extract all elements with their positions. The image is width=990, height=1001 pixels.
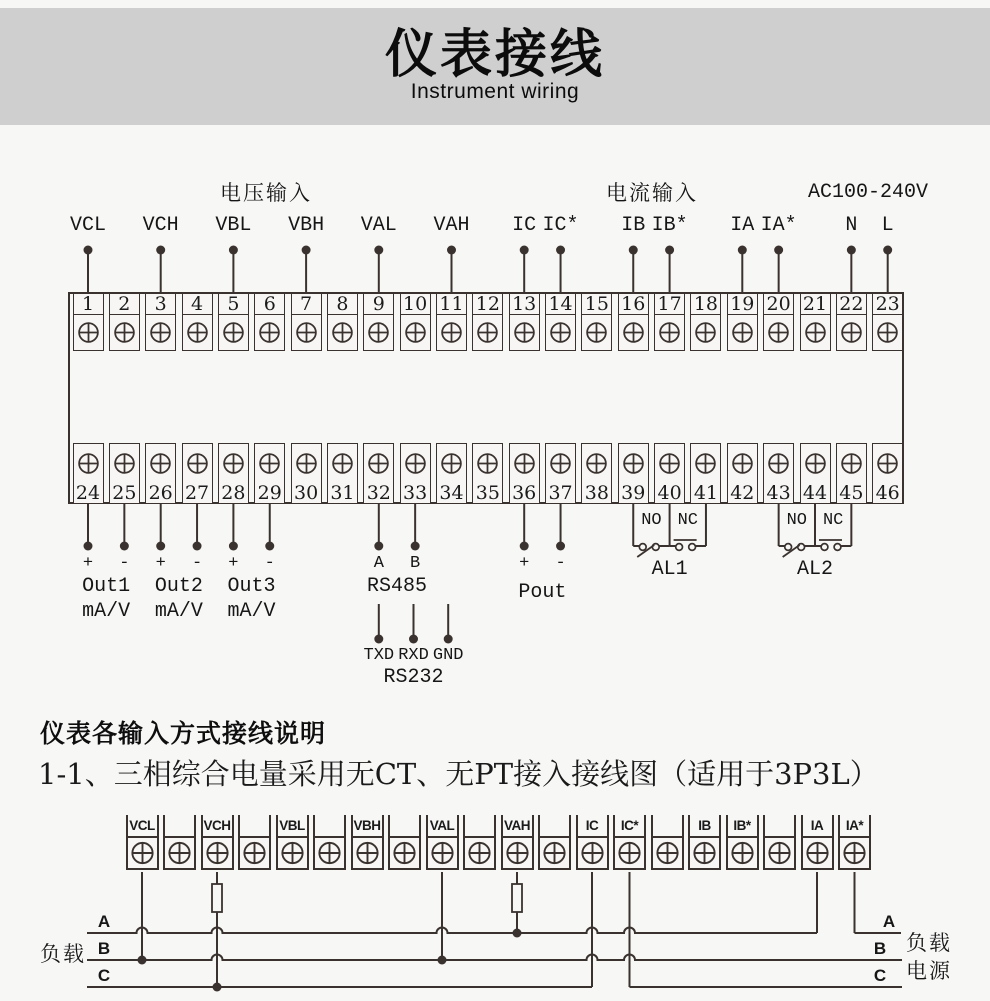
screw-icon xyxy=(363,443,394,483)
terminal-cell-38 xyxy=(581,443,612,504)
terminal2-label xyxy=(463,815,496,836)
alarm-label: AL1 xyxy=(651,558,688,581)
screw-icon xyxy=(836,443,867,483)
terminal-cell-28 xyxy=(218,443,249,504)
screw-icon xyxy=(654,443,685,483)
group-label: 电流输入 xyxy=(606,181,698,205)
terminal-cell-30 xyxy=(291,443,322,504)
terminal-cell-27 xyxy=(182,443,213,504)
source-label-line2: 电源 xyxy=(906,959,952,983)
rs232-pin-rxd: RXD xyxy=(398,646,429,665)
phase-right-b: B xyxy=(873,939,887,958)
screw-icon xyxy=(688,836,721,870)
terminal2-label: IB xyxy=(688,815,721,836)
pout-label: Pout xyxy=(518,581,567,604)
terminal-cell-39 xyxy=(618,443,649,504)
terminal2-cell xyxy=(163,815,196,870)
terminal-number: 34 xyxy=(436,483,467,504)
screw-icon xyxy=(400,315,431,351)
terminal2-label: VAH xyxy=(501,815,534,836)
screw-icon xyxy=(218,315,249,351)
terminal-number: 15 xyxy=(581,293,612,315)
section-heading: 仪表各输入方式接线说明 xyxy=(40,720,327,748)
screw-icon xyxy=(690,315,721,351)
screw-icon xyxy=(400,443,431,483)
terminal-number: 13 xyxy=(509,293,540,315)
terminal2-label: IC xyxy=(576,815,609,836)
screw-icon xyxy=(618,443,649,483)
terminal-cell-7 xyxy=(291,293,322,351)
screw-icon xyxy=(218,443,249,483)
terminal-number: 25 xyxy=(109,483,140,504)
relay-no-label: NO xyxy=(641,511,662,530)
screw-icon xyxy=(109,443,140,483)
terminal-cell-32 xyxy=(363,443,394,504)
screw-icon xyxy=(351,836,384,870)
terminal-number: 3 xyxy=(145,293,176,315)
signal-label-vbl: VBL xyxy=(215,214,252,237)
terminal-number: 26 xyxy=(145,483,176,504)
screw-icon xyxy=(690,443,721,483)
terminal-number: 20 xyxy=(763,293,794,315)
screw-icon xyxy=(254,443,285,483)
terminal2-cell-ic* xyxy=(613,815,646,870)
screw-icon xyxy=(800,443,831,483)
terminal2-label: VCL xyxy=(126,815,159,836)
terminal2-cell xyxy=(763,815,796,870)
terminal-number: 16 xyxy=(618,293,649,315)
screw-icon xyxy=(363,315,394,351)
terminal-cell-19 xyxy=(727,293,758,351)
terminal-number: 17 xyxy=(654,293,685,315)
screw-icon xyxy=(651,836,684,870)
terminal2-cell-vah xyxy=(501,815,534,870)
screw-icon xyxy=(654,315,685,351)
screw-icon xyxy=(726,836,759,870)
signal-label-vbh: VBH xyxy=(288,214,325,237)
screw-icon xyxy=(238,836,271,870)
terminal-number: 46 xyxy=(872,483,903,504)
terminal2-cell-ib xyxy=(688,815,721,870)
output-label: Out2 xyxy=(154,575,203,598)
screw-icon xyxy=(581,315,612,351)
phase-left-a: A xyxy=(97,912,111,931)
terminal-cell-41 xyxy=(690,443,721,504)
screw-icon xyxy=(436,315,467,351)
terminal-cell-34 xyxy=(436,443,467,504)
phase-left-c: C xyxy=(97,966,111,985)
terminal2-cell-val xyxy=(426,815,459,870)
terminal2-label xyxy=(388,815,421,836)
terminal-cell-37 xyxy=(545,443,576,504)
screw-icon xyxy=(327,443,358,483)
group-label: 电压输入 xyxy=(220,181,312,205)
terminal-number: 30 xyxy=(291,483,322,504)
signal-label-l: L xyxy=(881,214,894,237)
terminal2-cell-vch xyxy=(201,815,234,870)
terminal2-label xyxy=(538,815,571,836)
section-subheading: 1-1、三相综合电量采用无CT、无PT接入接线图（适用于3P3L） xyxy=(38,757,879,791)
plus-label: + xyxy=(155,554,166,573)
screw-icon xyxy=(182,315,213,351)
terminal-cell-25 xyxy=(109,443,140,504)
terminal2-label xyxy=(313,815,346,836)
terminal2-label: VCH xyxy=(201,815,234,836)
terminal-cell-24 xyxy=(73,443,104,504)
terminal-cell-43 xyxy=(763,443,794,504)
signal-label-n: N xyxy=(845,214,858,237)
terminal-number: 21 xyxy=(800,293,831,315)
terminal-number: 14 xyxy=(545,293,576,315)
screw-icon xyxy=(436,443,467,483)
terminal2-label: VBH xyxy=(351,815,384,836)
terminal-number: 38 xyxy=(581,483,612,504)
terminal-cell-42 xyxy=(727,443,758,504)
terminal-number: 8 xyxy=(327,293,358,315)
signal-label-vch: VCH xyxy=(142,214,179,237)
screw-icon xyxy=(581,443,612,483)
plus-label: + xyxy=(82,554,94,573)
screw-icon xyxy=(472,315,503,351)
screw-icon xyxy=(501,836,534,870)
screw-icon xyxy=(327,315,358,351)
screw-icon xyxy=(763,443,794,483)
screw-icon xyxy=(618,315,649,351)
rs485-label: RS485 xyxy=(366,575,427,598)
relay-nc-label: NC xyxy=(822,511,844,530)
terminal-number: 5 xyxy=(218,293,249,315)
output-unit: mA/V xyxy=(82,600,131,623)
terminal2-cell-vbh xyxy=(351,815,384,870)
terminal2-label: IA* xyxy=(838,815,871,836)
screw-icon xyxy=(145,443,176,483)
screw-icon xyxy=(576,836,609,870)
rs232-label: RS232 xyxy=(383,666,444,689)
terminal-cell-21 xyxy=(800,293,831,351)
phase-right-c: C xyxy=(873,966,887,985)
terminal-cell-23 xyxy=(872,293,903,351)
signal-label-vah: VAH xyxy=(433,214,470,237)
terminal-number: 11 xyxy=(436,293,467,315)
rs232-pin-txd: TXD xyxy=(363,646,395,665)
page-subtitle: Instrument wiring xyxy=(410,79,580,103)
output-unit: mA/V xyxy=(227,600,276,623)
terminal-cell-33 xyxy=(400,443,431,504)
terminal-number: 39 xyxy=(618,483,649,504)
terminal-cell-18 xyxy=(690,293,721,351)
terminal2-label: IB* xyxy=(726,815,759,836)
terminal2-cell-vcl xyxy=(126,815,159,870)
terminal2-cell-ia xyxy=(801,815,834,870)
terminal-cell-14 xyxy=(545,293,576,351)
minus-label: - xyxy=(119,554,130,573)
terminal-number: 7 xyxy=(291,293,322,315)
terminal2-cell xyxy=(538,815,571,870)
screw-icon xyxy=(872,443,903,483)
terminal2-label xyxy=(238,815,271,836)
screw-icon xyxy=(727,315,758,351)
screw-icon xyxy=(276,836,309,870)
signal-label-ic*: IC* xyxy=(542,214,579,237)
terminal-number: 31 xyxy=(327,483,358,504)
phase-left-b: B xyxy=(97,939,111,958)
terminal-cell-12 xyxy=(472,293,503,351)
terminal-number: 42 xyxy=(727,483,758,504)
screw-icon xyxy=(545,443,576,483)
terminal2-cell-ib* xyxy=(726,815,759,870)
screw-icon xyxy=(73,315,104,351)
terminal-number: 33 xyxy=(400,483,431,504)
rs485-pin-a: A xyxy=(373,554,384,573)
screw-icon xyxy=(109,315,140,351)
terminal-cell-4 xyxy=(182,293,213,351)
screw-icon xyxy=(291,315,322,351)
terminal2-label: VAL xyxy=(426,815,459,836)
terminal-cell-44 xyxy=(800,443,831,504)
rs485-pin-b: B xyxy=(410,554,421,573)
terminal-number: 12 xyxy=(472,293,503,315)
terminal2-label xyxy=(651,815,684,836)
terminal-number: 27 xyxy=(182,483,213,504)
terminal-number: 41 xyxy=(690,483,721,504)
signal-label-ib*: IB* xyxy=(651,214,688,237)
terminal-number: 23 xyxy=(872,293,903,315)
terminal-cell-3 xyxy=(145,293,176,351)
terminal2-label xyxy=(763,815,796,836)
terminal-number: 44 xyxy=(800,483,831,504)
terminal-cell-31 xyxy=(327,443,358,504)
terminal2-cell-ic xyxy=(576,815,609,870)
terminal-cell-20 xyxy=(763,293,794,351)
terminal-cell-22 xyxy=(836,293,867,351)
screw-icon xyxy=(388,836,421,870)
group-label: AC100-240V xyxy=(807,181,929,204)
terminal-cell-8 xyxy=(327,293,358,351)
signal-label-vcl: VCL xyxy=(69,214,107,237)
terminal-number: 1 xyxy=(73,293,104,315)
screw-icon xyxy=(126,836,159,870)
screw-icon xyxy=(836,315,867,351)
terminal-number: 22 xyxy=(836,293,867,315)
output-unit: mA/V xyxy=(154,600,203,623)
terminal-number: 9 xyxy=(363,293,394,315)
output-label: Out1 xyxy=(82,575,131,598)
terminal2-cell xyxy=(463,815,496,870)
screw-icon xyxy=(613,836,646,870)
rs232-pin-gnd: GND xyxy=(432,646,464,665)
terminal-cell-29 xyxy=(254,443,285,504)
terminal-cell-2 xyxy=(109,293,140,351)
terminal-cell-11 xyxy=(436,293,467,351)
screw-icon xyxy=(763,315,794,351)
terminal-number: 43 xyxy=(763,483,794,504)
screw-icon xyxy=(73,443,104,483)
terminal-number: 45 xyxy=(836,483,867,504)
screw-icon xyxy=(313,836,346,870)
screw-icon xyxy=(509,443,540,483)
screw-icon xyxy=(509,315,540,351)
screw-icon xyxy=(872,315,903,351)
signal-label-ia*: IA* xyxy=(760,214,797,237)
terminal-cell-10 xyxy=(400,293,431,351)
screw-icon xyxy=(727,443,758,483)
terminal-number: 35 xyxy=(472,483,503,504)
minus-label: - xyxy=(264,554,275,573)
pout-pin: + xyxy=(519,554,530,573)
output-label: Out3 xyxy=(227,575,276,598)
terminal2-cell-ia* xyxy=(838,815,871,870)
terminal-number: 37 xyxy=(545,483,576,504)
terminal-cell-6 xyxy=(254,293,285,351)
terminal2-label: IA xyxy=(801,815,834,836)
signal-label-val: VAL xyxy=(360,214,397,237)
terminal-cell-40 xyxy=(654,443,685,504)
terminal-number: 4 xyxy=(182,293,213,315)
terminal2-cell xyxy=(238,815,271,870)
screw-icon xyxy=(201,836,234,870)
screw-icon xyxy=(163,836,196,870)
screw-icon xyxy=(254,315,285,351)
screw-icon xyxy=(801,836,834,870)
terminal-cell-35 xyxy=(472,443,503,504)
plus-label: + xyxy=(228,554,239,573)
terminal-number: 40 xyxy=(654,483,685,504)
terminal-number: 6 xyxy=(254,293,285,315)
terminal-number: 10 xyxy=(400,293,431,315)
terminal2-label xyxy=(163,815,196,836)
terminal2-label: IC* xyxy=(613,815,646,836)
terminal-cell-16 xyxy=(618,293,649,351)
alarm-label: AL2 xyxy=(796,558,834,581)
terminal-number: 36 xyxy=(509,483,540,504)
terminal-cell-15 xyxy=(581,293,612,351)
screw-icon xyxy=(182,443,213,483)
screw-icon xyxy=(291,443,322,483)
terminal-number: 18 xyxy=(690,293,721,315)
page-title: 仪表接线 xyxy=(384,26,605,85)
pout-pin: - xyxy=(555,554,566,573)
terminal-cell-17 xyxy=(654,293,685,351)
terminal-cell-5 xyxy=(218,293,249,351)
terminal2-cell-vbl xyxy=(276,815,309,870)
screw-icon xyxy=(426,836,459,870)
screw-icon xyxy=(545,315,576,351)
screw-icon xyxy=(145,315,176,351)
load-label: 负载 xyxy=(40,942,86,966)
screw-icon xyxy=(538,836,571,870)
screw-icon xyxy=(800,315,831,351)
signal-label-ib: IB xyxy=(621,214,646,237)
minus-label: - xyxy=(191,554,203,573)
terminal-number: 28 xyxy=(218,483,249,504)
terminal2-cell xyxy=(388,815,421,870)
terminal-number: 29 xyxy=(254,483,285,504)
source-label-line1: 负载 xyxy=(906,931,952,955)
signal-label-ia: IA xyxy=(730,214,755,237)
terminal-cell-1 xyxy=(73,293,104,351)
terminal-number: 19 xyxy=(727,293,758,315)
relay-no-label: NO xyxy=(786,511,808,530)
terminal2-label: VBL xyxy=(276,815,309,836)
terminal-cell-46 xyxy=(872,443,903,504)
screw-icon xyxy=(838,836,871,870)
screw-icon xyxy=(472,443,503,483)
terminal-cell-26 xyxy=(145,443,176,504)
terminal2-cell xyxy=(651,815,684,870)
terminal-cell-45 xyxy=(836,443,867,504)
terminal2-cell xyxy=(313,815,346,870)
relay-nc-label: NC xyxy=(677,511,698,530)
screw-icon xyxy=(463,836,496,870)
signal-label-ic: IC xyxy=(512,214,537,237)
terminal-cell-13 xyxy=(509,293,540,351)
terminal-cell-36 xyxy=(509,443,540,504)
screw-icon xyxy=(763,836,796,870)
terminal-number: 2 xyxy=(109,293,140,315)
terminal-number: 24 xyxy=(73,483,104,504)
terminal-number: 32 xyxy=(363,483,394,504)
phase-right-a: A xyxy=(882,912,896,931)
terminal-cell-9 xyxy=(363,293,394,351)
